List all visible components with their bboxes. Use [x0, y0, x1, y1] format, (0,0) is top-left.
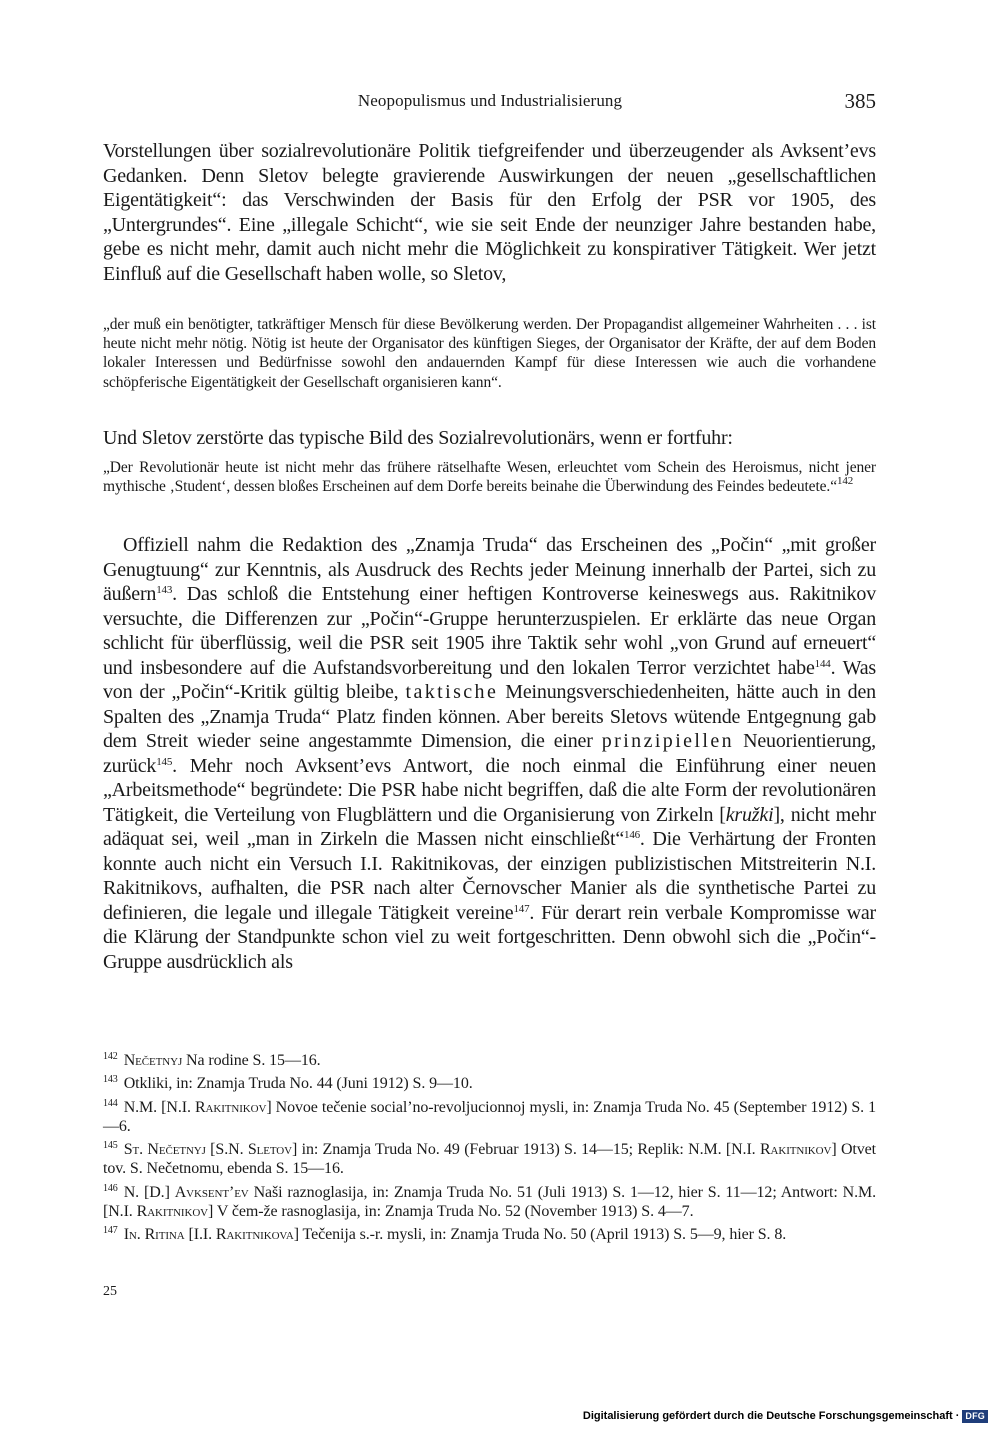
- footnote-147: [103, 1221, 876, 1244]
- paragraph-3-part-4: Meinungsverschiedenheiten, hätte auch in den Spalten des „Znamja Truda“ Platz finden können. Aber bereits Sletovs wütende Entgegnung gab dem Streit wieder seine angestammte Dimension, die einer: [103, 681, 876, 752]
- paragraph-2: Und Sletov zerstörte das typische Bild des Sozialrevolutionärs, wenn er fortfuhr:: [103, 427, 733, 449]
- footnote-text: N.M. [N.I.: [123, 1098, 195, 1116]
- printer-signature: 25: [103, 1284, 117, 1299]
- credit-text: Digitalisierung gefördert durch die Deutsche Forschungsgemeinschaft ·: [582, 1410, 960, 1422]
- footnote-145: [103, 1136, 876, 1179]
- footnote-ref-146: 146: [624, 829, 640, 841]
- footnote-text: [S.N.: [205, 1141, 248, 1159]
- paragraph-2-block: [103, 426, 876, 451]
- footnote-text: ] in: Znamja Truda No. 49 (Februar 1913) S. 14—15; Replik: N.M. [N.I.: [292, 1141, 760, 1159]
- footnote-number: 143: [103, 1074, 118, 1086]
- paragraph-1-block: [103, 139, 876, 286]
- footnote-ref-142: 142: [837, 475, 854, 488]
- footnote-text: Na rodine S. 15—16.: [182, 1052, 321, 1069]
- block-quote-2-text: „Der Revolutionär heute ist nicht mehr das frühere rätselhafte Wesen, erleuchtet vom Schein des Heroismus, nicht jener mythische ‚Student‘, dessen bloßes Erscheinen auf dem Dorfe bereits beinahe die Überwindung des Feindes bedeutete.“: [103, 459, 876, 496]
- block-quote-2: [103, 458, 876, 496]
- footnote-author: In. Ritina: [123, 1226, 185, 1244]
- footnote-author: Avksent’ev: [174, 1183, 249, 1201]
- footnote-number: 146: [103, 1182, 118, 1194]
- footnote-144: [103, 1094, 876, 1137]
- footnote-ref-144: 144: [814, 657, 831, 670]
- footnote-author: Nečetnyj: [123, 1052, 183, 1069]
- footnote-143: [103, 1070, 876, 1093]
- footnote-number: 144: [103, 1097, 118, 1109]
- footnote-text: Otkliki, in: Znamja Truda No. 44 (Juni 1912) S. 9—10.: [123, 1075, 473, 1093]
- block-quote-1-block: [103, 315, 876, 392]
- footnote-author: Rakitnikova: [215, 1226, 294, 1244]
- italic-kruzki: kružki: [725, 803, 774, 826]
- paragraph-3: [103, 533, 876, 974]
- paragraph-3-part-7: ], nicht mehr adäquat sei, weil „man in Zirkeln die Massen nicht einschließt“: [103, 803, 876, 850]
- emphasis-prinzipiellen: prinzipiellen: [601, 730, 735, 752]
- footnote-text: N. [D.]: [123, 1183, 175, 1201]
- block-quote-2-block: [103, 458, 876, 496]
- footnote-number: 145: [103, 1140, 118, 1152]
- emphasis-taktische: taktische: [405, 681, 499, 703]
- footnote-author: Rakitnikov: [136, 1203, 209, 1221]
- footnote-text: ] V čem-že rasnoglasija, in: Znamja Truda No. 52 (November 1913) S. 4—7.: [208, 1203, 694, 1221]
- footnote-text: Naši raznoglasija, in: Znamja Truda No. 51 (Juli 1913) S. 1—12, hier S. 11—12; Antwort: N.M. [N.I.: [103, 1183, 876, 1221]
- footnote-text: ] Tečenija s.-r. mysli, in: Znamja Truda No. 50 (April 1913) S. 5—9, hier S. 8.: [293, 1226, 787, 1244]
- footnote-number: 147: [103, 1225, 118, 1237]
- footnote-author: Rakitnikov: [194, 1098, 267, 1116]
- footnotes-block: [103, 1047, 876, 1245]
- footnote-text: ] Novoe tečenie social’no-revoljucionnoj mysli, in: Znamja Truda No. 45 (September 1912) S. 1—6.: [103, 1098, 876, 1135]
- dfg-logo-icon: DFG: [962, 1410, 988, 1423]
- running-header: [100, 86, 880, 116]
- paragraph-3-part-2: . Das schloß die Entstehung einer heftigen Kontroverse keineswegs aus. Rakitnikov versuchte, die Differenzen zur „Počin“-Gruppe herunterzuspielen. Er erklärte das neue Organ schlicht für überflüssig, weil die PSR seit 1905 ihre Taktik sehr wohl „von Grund auf erneuert“ und insbesondere auf die Aufstandsvorbereitung und den lokalen Terror verzichtet habe: [103, 583, 876, 679]
- footnote-author: Rakitnikov: [759, 1141, 832, 1159]
- paragraph-1: Vorstellungen über sozialrevolutionäre Politik tiefgreifender und überzeugender als Avksent’evs Gedanken. Denn Sletov belegte gravierende Auswirkungen der neuen „gesellschaftlichen Eigentätigkeit“: das Verschwinden der Basis für den Erfolg der PSR vor 1905, des „Untergrundes“. Eine „illegale Schicht“, wie sie seit Ende der neunziger Jahre bestanden habe, gebe es nicht mehr, damit auch nicht mehr die Möglichkeit zu konspirativer Tätigkeit. Wer jetzt Einfluß auf die Gesellschaft haben wolle, so Sletov,: [103, 140, 876, 285]
- footnote-number: 142: [103, 1051, 118, 1062]
- paragraph-3-part-1: Offiziell nahm die Redaktion des „Znamja Truda“ das Erscheinen des „Počin“ „mit großer Genugtuung“ zur Kenntnis, als Ausdruck des Rechts jeder Meinung innerhalb der Partei, sich zu äußern: [103, 534, 876, 605]
- running-title: Neopopulismus und Industrialisierung: [357, 91, 623, 110]
- footnote-142: [103, 1047, 876, 1070]
- footnote-text: ] Otvet tov. S. Nečetnomu, ebenda S. 15—16.: [103, 1141, 876, 1178]
- paragraph-3-part-5: Neuorientierung, zurück: [103, 730, 876, 777]
- footnote-ref-143: 143: [156, 584, 173, 596]
- block-quote-1: „der muß ein benötigter, tatkräftiger Mensch für diese Bevölkerung werden. Der Propagandist allgemeiner Wahrheiten . . . ist heute nicht mehr nötig. Nötig ist heute der Organisator des künftigen Sieges, der Organisator der Kräfte, der auf dem Boden lokaler Interessen und Bedürfnisse sowohl den andauernden Kampf für diese Interessen wie auch die vorhandene schöpferische Eigentätigkeit der Gesellschaft organisieren kann“.: [103, 316, 876, 391]
- page-number: 385: [844, 89, 876, 113]
- digitization-credit: [583, 1409, 988, 1423]
- footnote-ref-145: 145: [156, 755, 173, 768]
- footnote-146: [103, 1179, 876, 1222]
- paragraph-3-block: [103, 533, 876, 974]
- paragraph-3-part-8: . Die Verhärtung der Fronten konnte auch nicht ein Versuch I.I. Rakitnikovas, der einzigen publizistischen Mitstreiterin N.I. Rakitnikovs, aufhalten, die PSR nach alter Černovscher Manier als die synthetische Partei zu definieren, die legale und illegale Tätigkeit vereine: [103, 828, 876, 924]
- paragraph-3-part-3: . Was von der „Počin“-Kritik gültig bleibe,: [103, 656, 876, 703]
- footnote-author: Sletov: [247, 1141, 292, 1159]
- footnote-text: [I.I.: [184, 1226, 216, 1244]
- paragraph-3-part-6: . Mehr noch Avksent’evs Antwort, die noch einmal die Einführung einer neuen „Arbeitsmethode“ begründete: Die PSR habe nicht begriffen, daß die alte Form der revolutionären Tätigkeit, die Verteilung von Flugblättern und die Organisierung von Zirkeln [: [103, 754, 876, 826]
- footnote-author: St. Nečetnyj: [123, 1141, 206, 1159]
- paragraph-3-part-9: . Für derart rein verbale Kompromisse war die Klärung der Standpunkte schon viel zu weit fortgeschritten. Denn obwohl sich die „Počin“-Gruppe ausdrücklich als: [103, 901, 877, 973]
- footnote-ref-147: 147: [513, 902, 530, 915]
